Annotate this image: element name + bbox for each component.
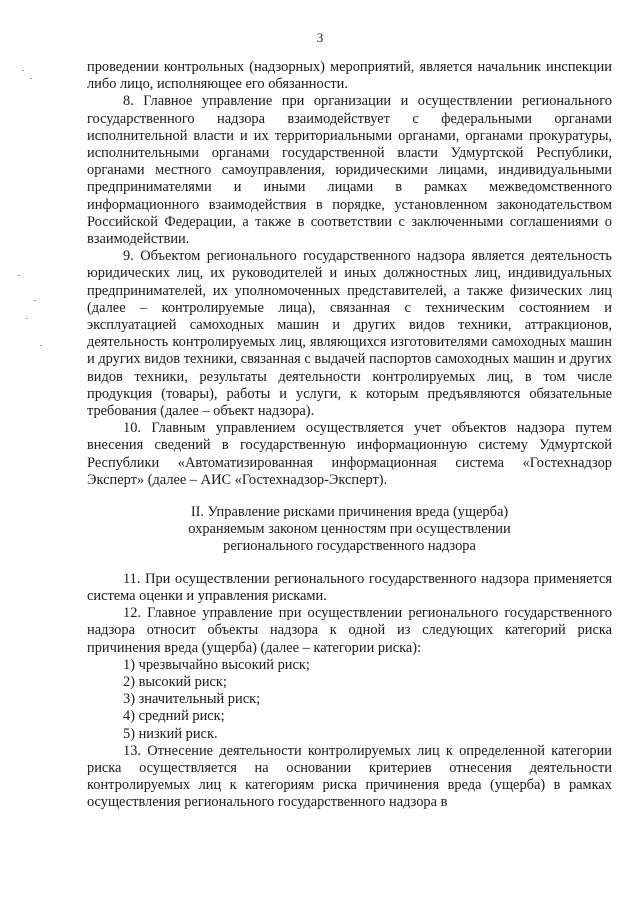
paragraph-12: 12. Главное управление при осуществлении регионального государственного надзора относит объекты надзора к одной из следующих категорий риска причинения вреда (ущерба) (далее – категории риска): [87, 605, 612, 656]
scan-speck [34, 300, 36, 301]
section-heading-line-1: II. Управление рисками причинения вреда (ущерба) [190, 504, 509, 521]
paragraph-10: 10. Главным управлением осуществляется учет объектов надзора путем внесения сведений в государственную информационную систему Удмуртской Республики «Автоматизированная информационная система «Гостехнадзор Эксперт» (далее – АИС «Гостехнадзор-Эксперт). [87, 420, 612, 488]
risk-category-item: 4) средний риск; [123, 708, 225, 725]
paragraph-8: 8. Главное управление при организации и осуществлении регионального государственного надзора взаимодействует с федеральными органами исполнительной власти и их территориальными органами, органами прокуратуры, исполнительными органами государственной власти Удмуртской Республики, органами местного самоуправления, юридическими лицами, индивидуальными предпринимателями и иными лицами в рамках межведомственного информационного взаимодействия в порядке, установленном законодательством Российской Федерации, а также в соответствии с заключенными соглашениями о взаимодействии. [87, 93, 612, 248]
risk-category-item: 3) значительный риск; [123, 691, 261, 708]
section-heading [87, 504, 612, 556]
paragraph-7-continuation: проведении контрольных (надзорных) мероприятий, является начальник инспекции либо лицо, исполняющее его обязанности. [87, 59, 612, 93]
paragraph-11: 11. При осуществлении регионального государственного надзора применяется система оценки и управления рисками. [87, 570, 612, 604]
paragraph-9: 9. Объектом регионального государственного надзора является деятельность юридических лиц, их руководителей и иных должностных лиц, индивидуальных предпринимателей, их уполномоченных представителей, а также физических лиц (далее – контролируемые лица), связанная с техническим состоянием и эксплуатацией самоходных машин и других видов техники, аттракционов, деятельность контролируемых лиц, являющихся изготовителями самоходных машин и других видов техники, связанная с выдачей паспортов самоходных машин и других видов техники, результаты деятельности контролируемых лиц, в том числе продукция (товары), работы и услуги, к которым предъявляются обязательные требования (далее – объект надзора). [87, 248, 612, 420]
document-body [87, 59, 612, 812]
risk-category-item: 2) высокий риск; [123, 673, 227, 690]
risk-category-item: 1) чрезвычайно высокий риск; [123, 656, 310, 673]
scan-speck [40, 345, 42, 346]
scan-speck [26, 318, 28, 319]
risk-category-item: 5) низкий риск. [123, 725, 218, 742]
section-heading-line-3: регионального государственного надзора [223, 538, 476, 555]
paragraph-13: 13. Отнесение деятельности контролируемых лиц к определенной категории риска осуществляется на основании критериев отнесения деятельности контролируемых лиц к категориям риска причинения вреда (ущерба) в рамках осуществления регионального государственного надзора в [87, 742, 612, 811]
page-number: 3 [316, 30, 324, 45]
section-heading-line-2: охраняемым законом ценностям при осуществлении [188, 521, 511, 538]
scan-speck [22, 70, 24, 71]
scan-speck [30, 78, 32, 79]
scan-speck [18, 275, 20, 276]
